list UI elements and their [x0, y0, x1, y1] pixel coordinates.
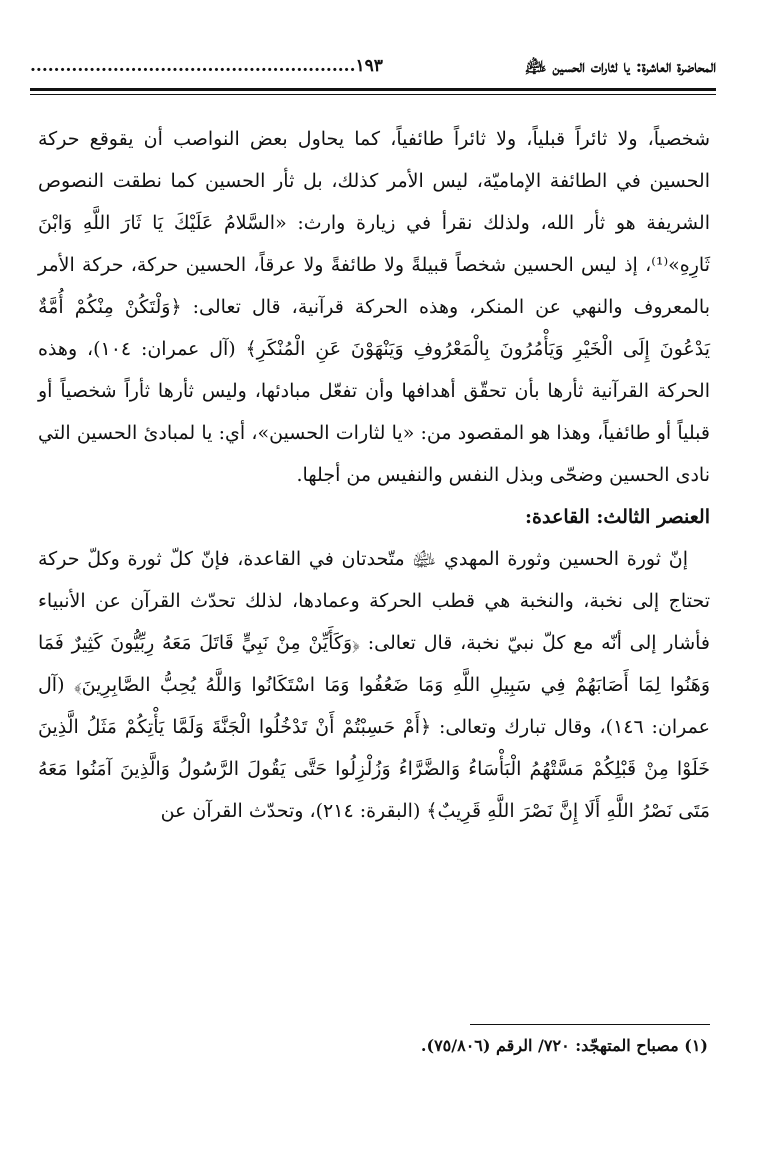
- page-number: ١٩٣.......................................................: [30, 56, 383, 76]
- paragraph-2: إنّ ثورة الحسين وثورة المهدي ﵉ متّحدتان في القاعدة، فإنّ كلّ ثورة وكلّ حركة تحتاج إلى نخبة، والنخبة هي قطب الحركة وعمادها، لذلك تحدّث القرآن عن الأنبياء فأشار إلى أنّه مع كلّ نبيّ نخبة، قال تعالى: ﴿وَكَأَيِّنْ مِنْ نَبِيٍّ قَاتَلَ مَعَهُ رِبِّيُّونَ كَثِيرٌ فَمَا وَهَنُوا لِمَا أَصَابَهُمْ فِي سَبِيلِ اللَّهِ وَمَا ضَعُفُوا وَمَا اسْتَكَانُوا وَاللَّهُ يُحِبُّ الصَّابِرِينَ﴾ (آل عمران: ١٤٦)، وقال تبارك وتعالى: ﴿أَمْ حَسِبْتُمْ أَنْ تَدْخُلُوا الْجَنَّةَ وَلَمَّا يَأْتِكُمْ مَثَلُ الَّذِينَ خَلَوْا مِنْ قَبْلِكُمْ مَسَّتْهُمُ الْبَأْسَاءُ وَالضَّرَّاءُ وَزُلْزِلُوا حَتَّى يَقُولَ الرَّسُولُ وَالَّذِينَ آمَنُوا مَعَهُ مَتَى نَصْرُ اللَّهِ أَلَا إِنَّ نَصْرَ اللَّهِ قَرِيبٌ﴾ (البقرة: ٢١٤)، وتحدّث القرآن عن: [38, 548, 710, 822]
- chapter-title: المحاضرة العاشرة: يا لثارات الحسين ﵇: [524, 57, 716, 77]
- footnote: (١) مصباح المتهجّد: ٧٢٠/ الرقم (٧٥/٨٠٦).: [420, 1036, 708, 1055]
- footnote-rule: [470, 1024, 710, 1025]
- main-text: [38, 118, 710, 832]
- header-rule-thick: [30, 88, 716, 91]
- section-heading: العنصر الثالث: القاعدة:: [525, 506, 710, 528]
- page-header: [30, 48, 716, 84]
- header-rule-thin: [30, 94, 716, 95]
- paragraph-1: شخصياً، ولا ثائراً قبلياً، ولا ثائراً طائفياً، كما يحاول بعض النواصب أن يقوقع حركة الحسين في الطائفة الإماميّة، ليس الأمر كذلك، بل ثأر الحسين كما نطقت النصوص الشريفة هو ثأر الله، ولذلك نقرأ في زيارة وارث: «السَّلامُ عَلَيْكَ يَا ثَارَ اللَّهِ وَابْنَ ثَارِهِ»⁽¹⁾، إذ ليس الحسين شخصاً قبيلةً ولا طائفةً ولا عرقاً، الحسين حركة، حركة الأمر بالمعروف والنهي عن المنكر، وهذه الحركة قرآنية، قال تعالى: ﴿وَلْتَكُنْ مِنْكُمْ أُمَّةٌ يَدْعُونَ إِلَى الْخَيْرِ وَيَأْمُرُونَ بِالْمَعْرُوفِ وَيَنْهَوْنَ عَنِ الْمُنْكَرِ﴾ (آل عمران: ١٠٤)، وهذه الحركة القرآنية ثأرها بأن تحقّق أهدافها وأن تفعّل مبادئها، وليس ثأرها ثأراً شخصياً أو قبلياً أو طائفياً، وهذا هو المقصود من: «يا لثارات الحسين»، أي: يا لمبادئ الحسين التي نادى الحسين وضحّى وبذل النفس والنفيس من أجلها.: [38, 128, 710, 486]
